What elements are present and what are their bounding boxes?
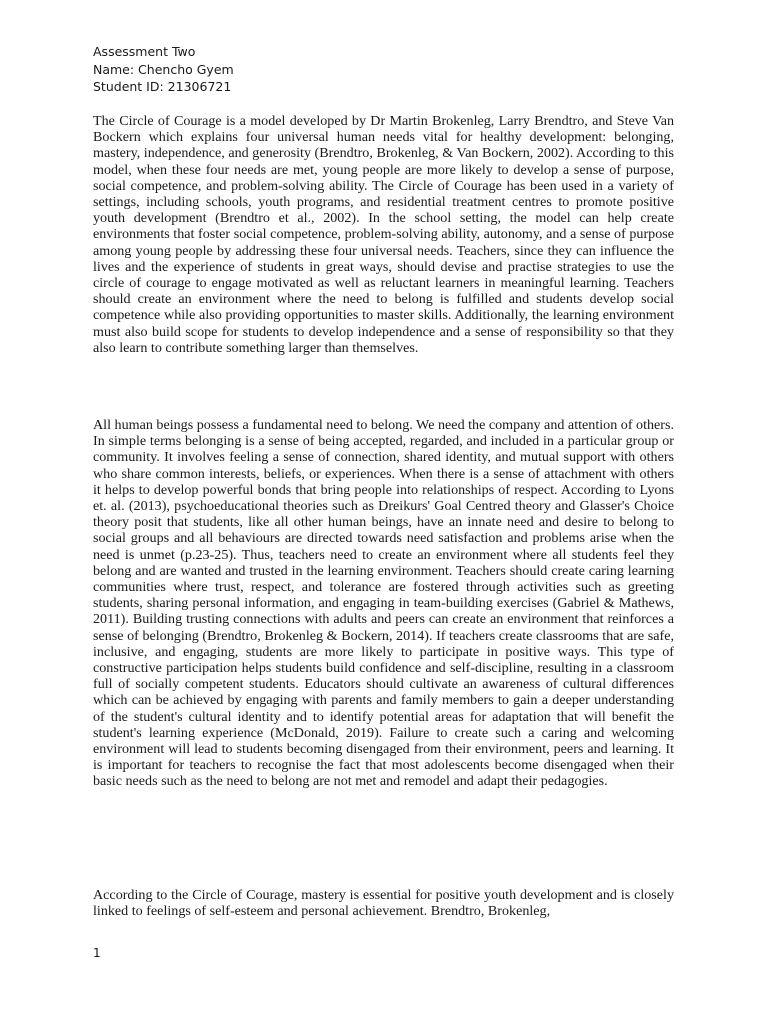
paragraph-circle-of-courage-intro: The Circle of Courage is a model developed by Dr Martin Brokenleg, Larry Brendtro, and Steve Van Bockern which explains four universal human needs vital for healthy development: belonging, mastery, independence, and generosity (Brendtro, Brokenleg, & Van Bockern, 2002). According to this model, when these four needs are met, young people are more likely to develop a sense of purpose, social competence, and problem-solving ability. The Circle of Courage has been used in a variety of settings, including schools, youth programs, and residential treatment centres to promote positive youth development (Brendtro et al., 2002). In the school setting, the model can help create environments that foster social competence, problem-solving ability, autonomy, and a sense of purpose among young people by addressing these four universal needs. Teachers, since they can influence the lives and the experience of students in great ways, should devise and practise strategies to use the circle of courage to engage motivated as well as reluctant learners in meaningful learning. Teachers should create an environment where the need to belong is fulfilled and students develop social competence while also providing opportunities to master skills. Additionally, the learning environment must also build scope for students to develop independence and a sense of responsibility so that they also learn to contribute something larger than themselves. (93, 113, 674, 356)
assessment-title: Assessment Two (93, 44, 196, 59)
page-number: 1 (93, 946, 101, 960)
student-name: Name: Chencho Gyem (93, 61, 234, 77)
paragraph-belonging: All human beings possess a fundamental need to belong. We need the company and attention of others. In simple terms belonging is a sense of being accepted, regarded, and included in a particular group or community. It involves feeling a sense of connection, shared identity, and mutual support with others who share common interests, beliefs, or experiences. When there is a sense of attachment with others it helps to develop powerful bonds that bring people into relationships of respect. According to Lyons et. al. (2013), psychoeducational theories such as Dreikurs' Goal Centred theory and Glasser's Choice theory posit that students, like all other human beings, have an innate need and desire to belong to social groups and all behaviours are directed towards need satisfaction and problems arise when the need is unmet (p.23-25). Thus, teachers need to create an environment where all students feel they belong and are wanted and trusted in the learning environment. Teachers should create caring learning communities where trust, respect, and tolerance are fostered through activities such as greeting students, sharing personal information, and engaging in team-building exercises (Gabriel & Mathews, 2011). Building trusting connections with adults and peers can create an environment that reinforces a sense of belonging (Brendtro, Brokenleg & Bockern, 2014). If teachers create classrooms that are safe, inclusive, and engaging, students are more likely to participate in positive ways. This type of constructive participation helps students build confidence and self-discipline, resulting in a classroom full of socially competent students. Educators should cultivate an awareness of cultural differences which can be achieved by engaging with parents and family members to gain a deeper understanding of the student's cultural identity and to identify potential areas for adaptation that will benefit the student's learning experience (McDonald, 2019). Failure to create such a caring and welcoming environment will lead to students becoming disengaged from their environment, peers and learning. It is important for teachers to recognise the fact that most adolescents become disengaged when their basic needs such as the need to belong are not met and remodel and adapt their pedagogies. (93, 417, 675, 790)
paragraph-mastery: According to the Circle of Courage, mastery is essential for positive youth development and is closely linked to feelings of self-esteem and personal achievement. Brendtro, Brokenleg, (93, 887, 674, 920)
document-header (93, 43, 234, 96)
student-id: Student ID: 21306721 (93, 79, 232, 94)
